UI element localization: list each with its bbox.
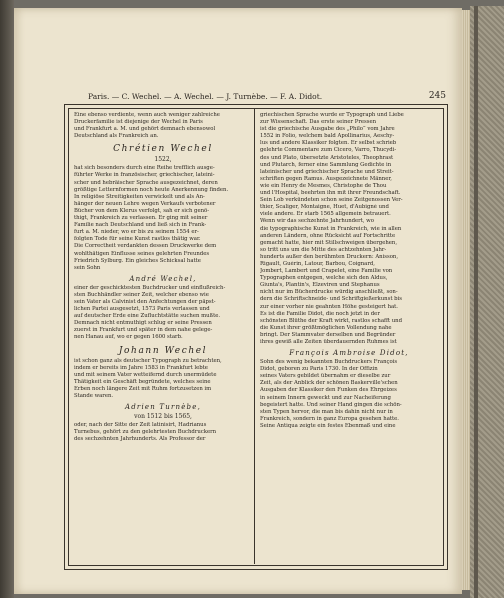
heading-adrien-turnebe: Adrien Turnèbe, bbox=[124, 403, 202, 412]
text-line: Familie nach Deutschland und ließ sich in Frank- bbox=[74, 222, 207, 229]
text-line: Erben noch längere Zeit mit Ruhm fortzusetzen im bbox=[74, 385, 212, 392]
text-line: Stande waren. bbox=[74, 393, 114, 399]
text-line: ist die griechische Ausgabe des „Philo“ vom Jahre bbox=[260, 126, 395, 133]
text-line: lus und andere Klassiker folgten. Er selbst schrieb bbox=[260, 140, 397, 147]
heading-chretien-wechel: Chrétien Wechel bbox=[113, 144, 213, 155]
heading-andre-wechel: André Wechel, bbox=[129, 274, 197, 283]
text-line: sten Typen hervor, die man bis dahin nicht nur in bbox=[260, 408, 393, 415]
text-line: Seine Antiqua zeigte ein festes Ebenmaß und eine bbox=[260, 422, 396, 429]
column-divider bbox=[254, 108, 255, 564]
text-line: lateinischer und griechischer Sprache und Streit- bbox=[260, 168, 394, 175]
text-line: Didot, geboren zu Paris 1730. In der Offizin bbox=[260, 366, 378, 373]
text-line: Druckerfamilie ist diejenige der Wechel in Paris bbox=[74, 119, 203, 126]
text-line: seines Vaters gebildet übernahm er dieselbe zur bbox=[260, 373, 391, 380]
text-line: Deutschland als Frankreich an. bbox=[74, 133, 159, 140]
running-head bbox=[88, 90, 448, 104]
text-line: ist schon ganz als deutscher Typograph zu betrachten, bbox=[74, 357, 222, 364]
text-line: In religiöse Streitigkeiten verwickelt und als An- bbox=[74, 193, 205, 200]
text-line: Turnebus, gehört zu den gelehrtesten Buchdruckern bbox=[74, 429, 217, 436]
chretien-wechel-date: 1522, bbox=[154, 156, 172, 164]
didot-paragraph bbox=[260, 359, 438, 430]
text-line: scher und hebräischer Sprache ausgezeichnet, deren bbox=[74, 179, 218, 186]
text-line: Typographen entgegen, welche sich den Aldus, bbox=[260, 275, 388, 282]
text-line: Sein Lob verkündeten schon seine Zeitgenossen Ver- bbox=[260, 197, 403, 204]
cover-edge bbox=[474, 6, 478, 598]
text-line: wie ein Henry de Mesmes, Christophe de Thou bbox=[260, 182, 387, 189]
text-line: und mit seinem Vater wetteifernd durch unermüdete bbox=[74, 371, 217, 378]
text-line: Demnach nicht entmuthigt schlug er seine Pressen bbox=[74, 320, 212, 327]
text-line: Zeit, als der Anblick der schönen Baskerville'schen bbox=[260, 380, 398, 387]
text-line: Friedrich Sylburg. Ein gleiches Schicksal hatte bbox=[74, 257, 201, 264]
adrien-turnebe-dates: von 1512 bis 1565, bbox=[134, 413, 192, 421]
text-line: Frankreich, sondern in ganz Europa gesehen hatte. bbox=[260, 415, 399, 422]
text-line: nen Hanau auf, wo er gegen 1600 starb. bbox=[74, 334, 183, 341]
page-number: 245 bbox=[428, 91, 446, 101]
text-line: und l'Hospital, beehrten ihn mit ihrer Freundschaft. bbox=[260, 190, 401, 197]
text-line: begeistert hatte. Und seiner Hand gingen die schön- bbox=[260, 401, 402, 408]
text-line: die typographische Kunst in Frankreich, wie in allen bbox=[260, 225, 402, 232]
text-line: so tritt uns um die Mitte des achtzehnten Jahr- bbox=[260, 246, 387, 253]
text-line: auf deutscher Erde eine Zufluchtstätte suchen mußte. bbox=[74, 313, 221, 320]
text-line: indem er bereits im Jahre 1583 in Frankfurt lebte bbox=[74, 364, 208, 371]
chretien-wechel-paragraph bbox=[74, 165, 252, 271]
text-line: und Plutarch, ferner eine Sammlung Gedichte in bbox=[260, 161, 392, 168]
text-line: zuerst in Frankfurt und später in dem nahe gelege- bbox=[74, 327, 213, 334]
right-column bbox=[260, 112, 438, 562]
text-line: thigt, Frankreich zu verlassen. Er ging mit seiner bbox=[74, 215, 208, 222]
text-line: Sohn des wenig bekannten Buchdruckers François bbox=[260, 359, 398, 366]
text-line: sten Buchhändler seiner Zeit, welcher ebenso wie bbox=[74, 291, 209, 298]
text-line: Bücher von dem Klerus verfolgt, sah er sich genö- bbox=[74, 207, 209, 214]
text-line: 1552 in Folio, welchem bald Apollinarius, Aeschy- bbox=[260, 133, 395, 140]
text-line: hunderts außer den berühmten Druckern: Anisson, bbox=[260, 253, 399, 260]
text-line: griechischen Sprache wurde er Typograph und Liebe bbox=[260, 112, 404, 118]
text-line: hänger der neuen Lehre wegen Verkaufs verbotener bbox=[74, 200, 216, 207]
text-line: des und Plato, übersetzte Aristoteles, Theophrast bbox=[260, 154, 394, 161]
text-line: gemacht hatte, hier mit Stillschweigen übergehen, bbox=[260, 239, 397, 246]
text-line: sein Vater als Calvinist den Anfechtungen der päpst- bbox=[74, 298, 216, 305]
text-line: in seinem Innern geweckt und zur Nacheiferung bbox=[260, 394, 391, 401]
adrien-turnebe-paragraph bbox=[74, 422, 252, 443]
text-line: Rigault, Guérin, Latour, Barbou, Coignard, bbox=[260, 260, 375, 267]
text-line: folgten Tode für seine Kunst rastlos thätig war. bbox=[74, 236, 201, 243]
text-line: Wenn wir das sechzehnte Jahrhundert, wo bbox=[260, 218, 374, 225]
text-line: ihres gewiß alle Zeiten überdauernden Ruhmes ist bbox=[260, 339, 397, 345]
running-head-text: Paris. — C. Wechel. — A. Wechel. — J. Turnèbe. — F. A. Didot. bbox=[88, 92, 323, 101]
text-line: und Frankfurt a. M. und gehört demnach ebensowol bbox=[74, 126, 216, 133]
text-line: thier, Scaliger, Montaigne, Huet, d'Aubigné und bbox=[260, 204, 389, 211]
text-line: wohlthätigen Einflusse seines gelehrten Freundes bbox=[74, 250, 210, 257]
text-line: des sechzehnten Jahrhunderts. Als Professor der bbox=[74, 436, 206, 443]
text-line: schönsten Blüthe der Kraft wirkt, rastlos schafft und bbox=[260, 317, 402, 324]
johann-wechel-paragraph bbox=[74, 358, 252, 401]
text-line: Thätigkeit ein Geschäft begründete, welches seine bbox=[74, 378, 211, 385]
text-line: Ausgaben der Klassiker den Funken des Ehrgeizes bbox=[260, 387, 397, 394]
text-line: oder, nach der Sitte der Zeit latinisirt, Hadrianus bbox=[74, 422, 207, 429]
text-line: einer der geschicktesten Buchdrucker und einflußreich- bbox=[74, 284, 226, 291]
book-gutter bbox=[0, 0, 14, 598]
andre-wechel-paragraph bbox=[74, 285, 252, 342]
heading-johann-wechel: Johann Wechel bbox=[118, 345, 208, 356]
heading-francois-ambroise-didot: François Ambroise Didot, bbox=[289, 349, 409, 358]
text-line: größtige Letternformen noch heute Anerkennung finden. bbox=[74, 186, 229, 193]
text-line: Giunta's, Plantin's, Elzeviren und Stephanus bbox=[260, 282, 380, 289]
text-line: lichen Partei ausgesetzt, 1573 Paris verlassen und bbox=[74, 306, 210, 313]
text-line: furt a. M. nieder, wo er bis zu seinem 1554 er- bbox=[74, 229, 199, 236]
text-line: dern die Schriftschneide- und Schriftgießerkunst bis bbox=[260, 296, 402, 303]
text-line: zur Wissenschaft. Das erste seiner Pressen bbox=[260, 119, 377, 126]
text-line: nicht nur im Bücherdrucke würdig anschließt, son- bbox=[260, 289, 398, 296]
text-line: Die Correctheit verdankten dessen Druckwerke dem bbox=[74, 243, 217, 250]
left-column bbox=[74, 112, 252, 562]
text-line: anderen Ländern, ohne Rücksicht auf Fortschritte bbox=[260, 232, 396, 239]
text-line: hat sich besonders durch eine Reihe trefflich ausge- bbox=[74, 165, 215, 172]
intro-paragraph bbox=[74, 112, 252, 140]
text-line: viele andere. Er starb 1565 allgemein betrauert. bbox=[260, 211, 391, 218]
text-line: sein Sohn bbox=[74, 264, 101, 271]
text-line: Jombert, Lambert und Crapelet, eine Familie von bbox=[260, 268, 393, 275]
text-line: zur einer vorher nie geahnten Höhe gesteigert hat. bbox=[260, 303, 398, 310]
turnebe-continuation-paragraph bbox=[260, 112, 438, 346]
text-line: die Kunst ihrer größtmöglichen Vollendung nahe bbox=[260, 324, 392, 331]
text-line: schriften gegen Ramus. Ausgezeichnete Männer, bbox=[260, 175, 392, 182]
text-line: bringt. Der Stammvater derselben und Begründer bbox=[260, 331, 396, 338]
text-line: Eine ebenso verdiente, wenn auch weniger zahlreiche bbox=[74, 112, 220, 118]
text-line: Es ist die Familie Didot, die noch jetzt in der bbox=[260, 310, 380, 317]
text-line: gelehrte Commentare zum Cicero, Varro, Thucydi- bbox=[260, 147, 397, 154]
text-line: führter Werke in französischer, griechischer, lateini- bbox=[74, 172, 215, 179]
